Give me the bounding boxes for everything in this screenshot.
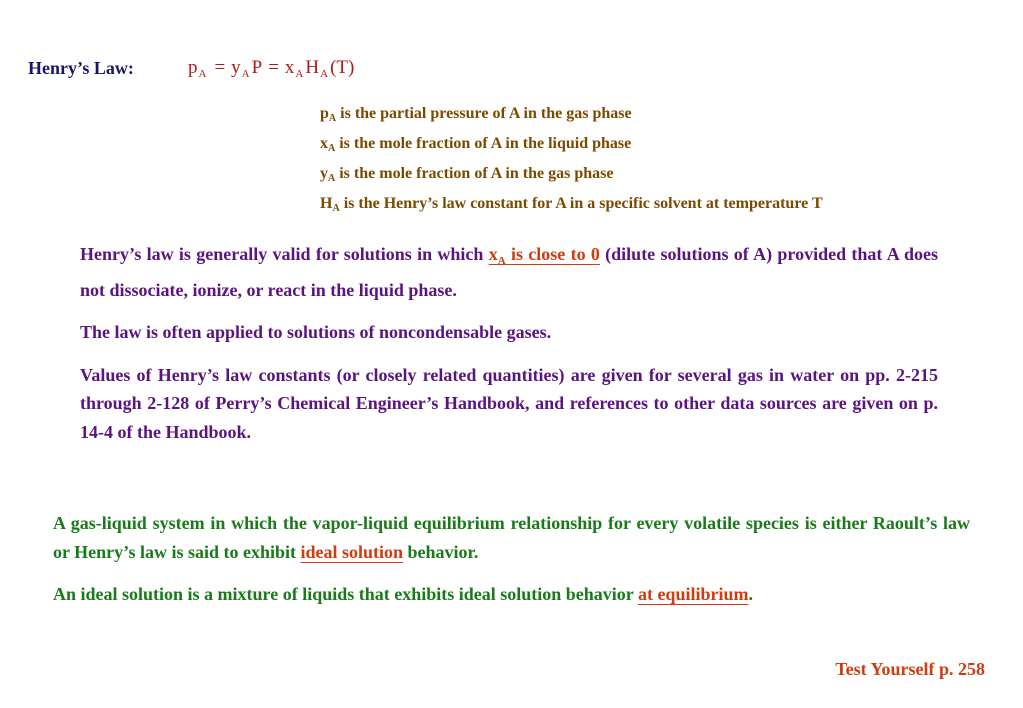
definition-item	[320, 131, 823, 161]
text-run: An ideal solution is a mixture of liquids that exhibits ideal solution behavior	[53, 584, 638, 604]
def-text: is the partial pressure of A in the gas phase	[336, 105, 632, 122]
def-sub: A	[328, 143, 336, 154]
definition-item	[320, 191, 823, 221]
henrys-law-notes	[80, 240, 938, 446]
eq-p: p	[188, 57, 198, 78]
eq-p-sub: A	[198, 68, 207, 80]
ideal-solution-notes	[53, 509, 970, 609]
highlight-ideal-solution: ideal solution	[300, 541, 404, 562]
paragraph-ideal-solution	[53, 509, 970, 566]
highlight-close-to-zero	[488, 244, 600, 267]
def-text: is the mole fraction of A in the liquid phase	[335, 135, 632, 152]
eq-equals-2: =	[268, 57, 279, 78]
eq-T: (T)	[330, 57, 355, 78]
def-sub: A	[328, 113, 337, 124]
paragraph-validity	[80, 240, 938, 304]
paragraph-references: Values of Henry’s law constants (or closely related quantities) are given for several gas in water on pp. 2-215 through 2-128 of Perry’s Chemical Engineer’s Handbook, and references to other data sources are given on p. 14-4 of the Handbook.	[80, 364, 938, 442]
text-run: behavior.	[403, 541, 479, 562]
def-sub: A	[332, 203, 340, 214]
def-symbol: p	[320, 105, 329, 122]
text-run: (dilute solutions of A) provided that A does not dissociate, ionize, or react in the liquid phase.	[80, 244, 938, 300]
eq-x-sub: A	[295, 68, 304, 80]
def-symbol: H	[320, 195, 333, 212]
def-text: is the Henry’s law constant for A in a specific solvent at temperature T	[339, 195, 823, 212]
def-sub: A	[328, 173, 336, 184]
eq-y-sub: A	[241, 68, 250, 80]
definitions-list	[320, 101, 823, 221]
eq-H-sub: A	[320, 68, 329, 80]
definition-item	[320, 161, 823, 191]
page-title: Henry’s Law:	[28, 58, 134, 78]
eq-P: P	[251, 57, 263, 78]
def-symbol: y	[320, 165, 328, 182]
henrys-law-equation	[188, 57, 354, 80]
hl-text: is close to 0	[505, 244, 600, 264]
def-text: is the mole fraction of A in the gas phase	[335, 165, 614, 182]
hl-sub: A	[497, 255, 506, 267]
hl-symbol: x	[488, 244, 498, 264]
highlight-at-equilibrium: at equilibrium	[637, 584, 749, 604]
text-run: .	[748, 584, 753, 604]
eq-y: y	[231, 57, 241, 78]
eq-H: H	[305, 57, 320, 78]
text-run: Henry’s law is generally valid for solutions in which	[80, 244, 489, 264]
eq-equals-1: =	[214, 57, 226, 78]
eq-x: x	[284, 57, 295, 78]
definition-item	[320, 101, 823, 131]
paragraph-noncondensable: The law is often applied to solutions of noncondensable gases.	[80, 322, 552, 342]
test-yourself-link: Test Yourself p. 258	[835, 659, 985, 679]
paragraph-at-equilibrium	[53, 580, 970, 609]
def-symbol: x	[320, 135, 328, 152]
text-run: A gas-liquid system in which the vapor-liquid equilibrium relationship for every volatile species is either Raoult’s law or Henry’s law is said to exhibit	[53, 513, 970, 562]
